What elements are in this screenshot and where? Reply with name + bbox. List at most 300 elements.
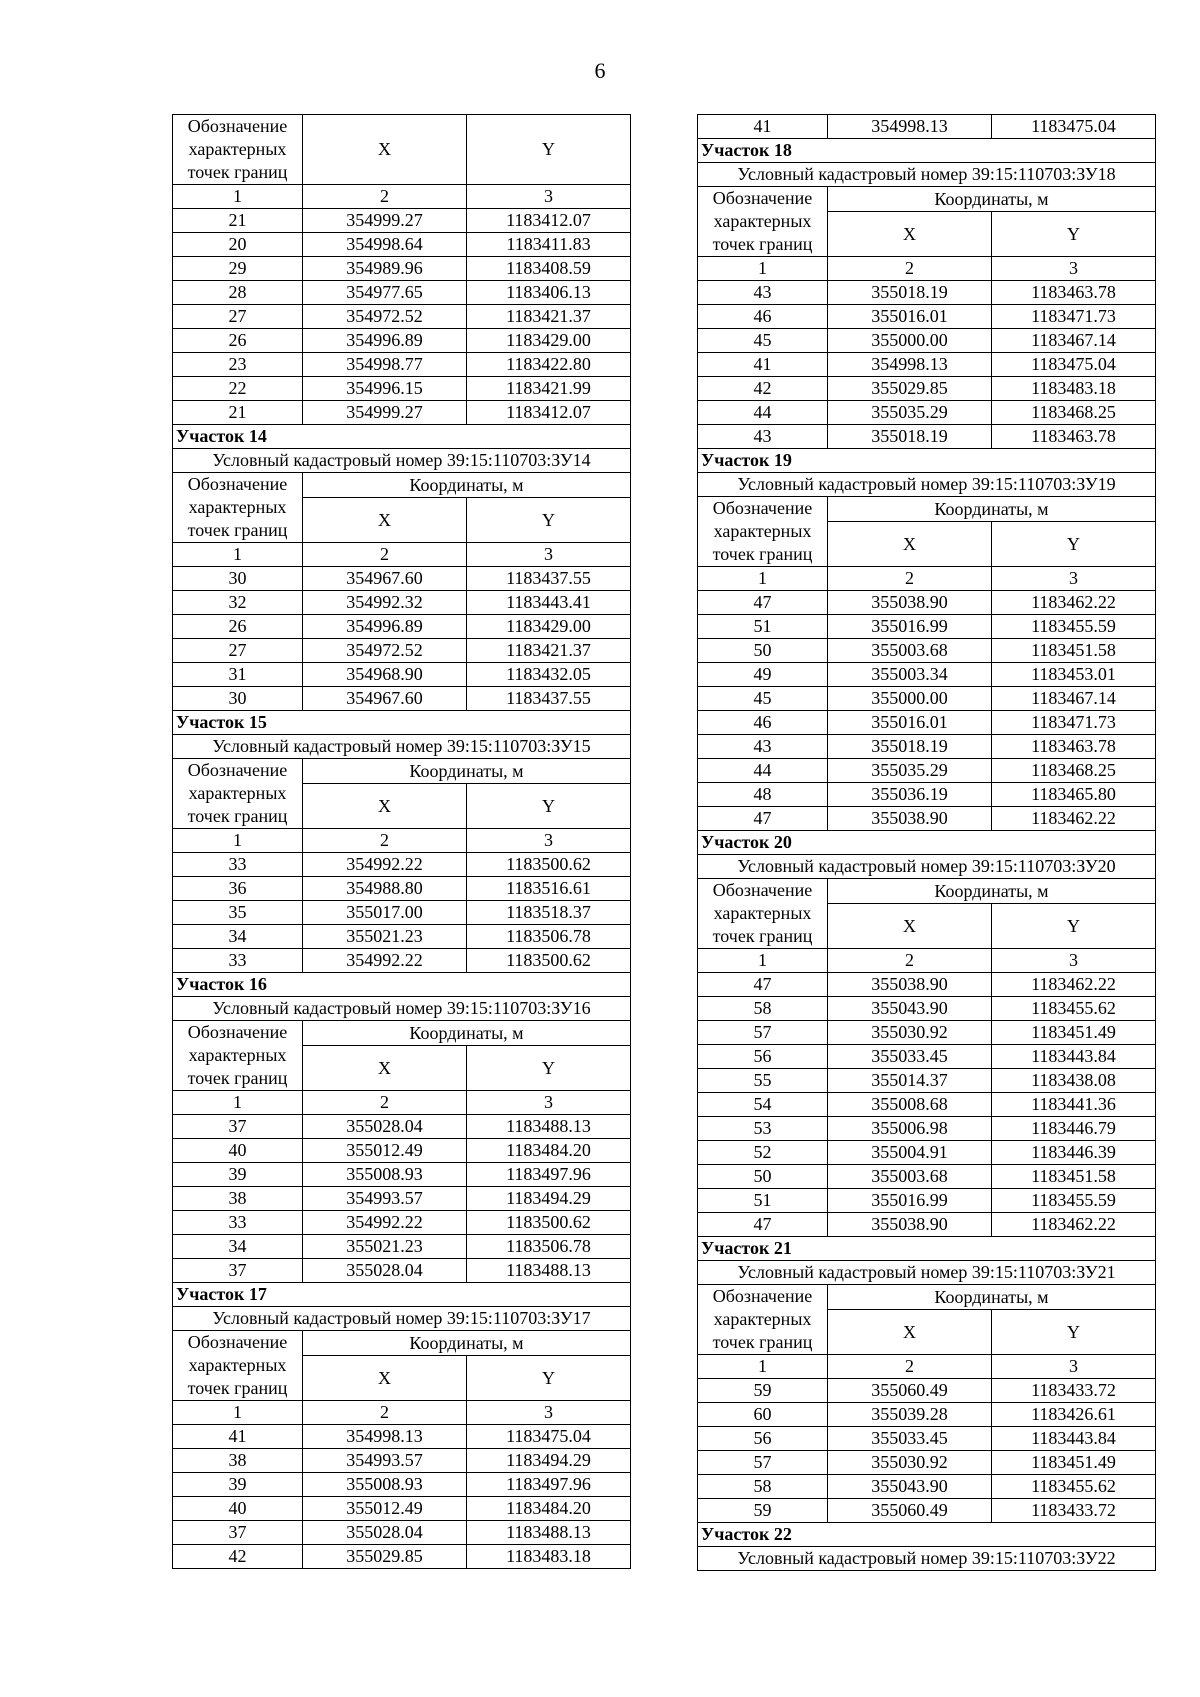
point-number-cell: 20 (173, 233, 303, 257)
point-number-cell: 57 (698, 1451, 828, 1475)
header-row (173, 1021, 631, 1046)
point-number-cell: 37 (173, 1115, 303, 1139)
y-coordinate-cell: 1183500.62 (467, 949, 631, 973)
point-number-cell: 52 (698, 1141, 828, 1165)
point-designation-header: Обозначение характерных точек границ (698, 879, 828, 949)
coordinates-header: Координаты, м (303, 759, 631, 784)
coordinates-header: Координаты, м (303, 1331, 631, 1356)
coordinates-header: Координаты, м (828, 879, 1156, 904)
table-row (173, 401, 631, 425)
x-coordinate-cell: 355004.91 (828, 1141, 992, 1165)
point-number-cell: 35 (173, 901, 303, 925)
section-title: Участок 17 (173, 1283, 631, 1307)
y-header: Y (992, 904, 1156, 949)
y-coordinate-cell: 1183451.58 (992, 1165, 1156, 1189)
table-row (698, 1403, 1156, 1427)
column-number-3: 3 (992, 949, 1156, 973)
point-designation-header: Обозначение характерных точек границ (173, 115, 303, 185)
table-row (173, 853, 631, 877)
y-coordinate-cell: 1183506.78 (467, 925, 631, 949)
cadastral-number: Условный кадастровый номер 39:15:110703:ЗУ16 (173, 997, 631, 1021)
header-row (698, 497, 1156, 522)
section-title: Участок 22 (698, 1523, 1156, 1547)
table-row (698, 1213, 1156, 1237)
y-coordinate-cell: 1183462.22 (992, 807, 1156, 831)
point-number-cell: 50 (698, 1165, 828, 1189)
table-row (698, 783, 1156, 807)
y-coordinate-cell: 1183463.78 (992, 281, 1156, 305)
section-title: Участок 16 (173, 973, 631, 997)
point-number-cell: 42 (698, 377, 828, 401)
column-number-1: 1 (173, 829, 303, 853)
x-coordinate-cell: 354992.22 (303, 1211, 467, 1235)
point-number-cell: 27 (173, 305, 303, 329)
cadastral-number: Условный кадастровый номер 39:15:110703:ЗУ17 (173, 1307, 631, 1331)
y-coordinate-cell: 1183483.18 (992, 377, 1156, 401)
point-designation-header: Обозначение характерных точек границ (173, 759, 303, 829)
table-row (173, 949, 631, 973)
table-row (698, 1045, 1156, 1069)
table-row (698, 1141, 1156, 1165)
table-row (173, 639, 631, 663)
point-number-cell: 60 (698, 1403, 828, 1427)
cadastral-number-row (173, 997, 631, 1021)
table-row (698, 1093, 1156, 1117)
point-number-cell: 33 (173, 853, 303, 877)
point-number-cell: 45 (698, 687, 828, 711)
y-coordinate-cell: 1183488.13 (467, 1521, 631, 1545)
table-row (173, 1139, 631, 1163)
table-row (698, 639, 1156, 663)
x-coordinate-cell: 354977.65 (303, 281, 467, 305)
y-coordinate-cell: 1183421.37 (467, 639, 631, 663)
table-row (173, 1163, 631, 1187)
table-row (698, 329, 1156, 353)
table-row (173, 925, 631, 949)
y-coordinate-cell: 1183433.72 (992, 1499, 1156, 1523)
x-coordinate-cell: 355017.00 (303, 901, 467, 925)
point-number-cell: 38 (173, 1449, 303, 1473)
point-number-cell: 34 (173, 1235, 303, 1259)
x-coordinate-cell: 354996.15 (303, 377, 467, 401)
table-row (698, 735, 1156, 759)
header-row (173, 759, 631, 784)
point-number-cell: 21 (173, 209, 303, 233)
point-number-cell: 56 (698, 1427, 828, 1451)
point-number-cell: 58 (698, 997, 828, 1021)
y-coordinate-cell: 1183437.55 (467, 567, 631, 591)
column-number-2: 2 (303, 185, 467, 209)
point-number-cell: 27 (173, 639, 303, 663)
y-coordinate-cell: 1183475.04 (992, 353, 1156, 377)
x-coordinate-cell: 355018.19 (828, 735, 992, 759)
table-row (173, 663, 631, 687)
x-coordinate-cell: 355008.93 (303, 1473, 467, 1497)
y-coordinate-cell: 1183451.49 (992, 1451, 1156, 1475)
x-coordinate-cell: 355008.93 (303, 1163, 467, 1187)
table-row (698, 687, 1156, 711)
y-header: Y (467, 784, 631, 829)
y-coordinate-cell: 1183500.62 (467, 853, 631, 877)
table-row (698, 377, 1156, 401)
point-number-cell: 28 (173, 281, 303, 305)
point-number-cell: 41 (698, 115, 828, 139)
x-coordinate-cell: 355028.04 (303, 1259, 467, 1283)
x-coordinate-cell: 355000.00 (828, 687, 992, 711)
x-coordinate-cell: 355029.85 (303, 1545, 467, 1569)
column-number-3: 3 (992, 1355, 1156, 1379)
table-row (173, 567, 631, 591)
table-row (698, 1475, 1156, 1499)
x-header: X (828, 522, 992, 567)
y-coordinate-cell: 1183421.99 (467, 377, 631, 401)
x-coordinate-cell: 354998.64 (303, 233, 467, 257)
y-coordinate-cell: 1183426.61 (992, 1403, 1156, 1427)
y-header: Y (992, 1310, 1156, 1355)
column-number-1: 1 (698, 567, 828, 591)
column-number-row (173, 185, 631, 209)
y-header: Y (467, 1046, 631, 1091)
y-coordinate-cell: 1183433.72 (992, 1379, 1156, 1403)
header-row (173, 1331, 631, 1356)
y-coordinate-cell: 1183465.80 (992, 783, 1156, 807)
point-designation-header: Обозначение характерных точек границ (698, 497, 828, 567)
y-coordinate-cell: 1183475.04 (992, 115, 1156, 139)
x-coordinate-cell: 355016.01 (828, 305, 992, 329)
table-row (173, 1211, 631, 1235)
y-coordinate-cell: 1183488.13 (467, 1259, 631, 1283)
x-coordinate-cell: 354972.52 (303, 639, 467, 663)
column-number-1: 1 (698, 1355, 828, 1379)
y-coordinate-cell: 1183408.59 (467, 257, 631, 281)
x-coordinate-cell: 354992.32 (303, 591, 467, 615)
point-number-cell: 34 (173, 925, 303, 949)
table-row (173, 1449, 631, 1473)
point-number-cell: 56 (698, 1045, 828, 1069)
cadastral-number: Условный кадастровый номер 39:15:110703:ЗУ20 (698, 855, 1156, 879)
point-number-cell: 54 (698, 1093, 828, 1117)
column-number-row (698, 257, 1156, 281)
section-title: Участок 19 (698, 449, 1156, 473)
table-row (173, 1545, 631, 1569)
x-coordinate-cell: 355008.68 (828, 1093, 992, 1117)
section-title: Участок 15 (173, 711, 631, 735)
y-header: Y (467, 1356, 631, 1401)
x-coordinate-cell: 355038.90 (828, 807, 992, 831)
x-header: X (303, 784, 467, 829)
section-title-row (698, 1523, 1156, 1547)
point-number-cell: 26 (173, 329, 303, 353)
cadastral-number-row (173, 1307, 631, 1331)
x-coordinate-cell: 355028.04 (303, 1521, 467, 1545)
y-coordinate-cell: 1183406.13 (467, 281, 631, 305)
y-coordinate-cell: 1183497.96 (467, 1163, 631, 1187)
y-coordinate-cell: 1183432.05 (467, 663, 631, 687)
x-coordinate-cell: 354996.89 (303, 329, 467, 353)
table-row (698, 591, 1156, 615)
x-coordinate-cell: 355000.00 (828, 329, 992, 353)
cadastral-number-row (698, 855, 1156, 879)
x-coordinate-cell: 354992.22 (303, 949, 467, 973)
x-coordinate-cell: 354998.77 (303, 353, 467, 377)
point-number-cell: 23 (173, 353, 303, 377)
table-row (173, 1425, 631, 1449)
table-row (698, 425, 1156, 449)
y-coordinate-cell: 1183500.62 (467, 1211, 631, 1235)
table-row (698, 353, 1156, 377)
x-coordinate-cell: 355016.99 (828, 615, 992, 639)
table-row (173, 591, 631, 615)
y-coordinate-cell: 1183462.22 (992, 973, 1156, 997)
y-coordinate-cell: 1183467.14 (992, 687, 1156, 711)
x-coordinate-cell: 354998.13 (303, 1425, 467, 1449)
table-row (173, 329, 631, 353)
table-row (173, 901, 631, 925)
header-row (698, 1285, 1156, 1310)
x-header: X (303, 115, 467, 185)
column-number-2: 2 (303, 1401, 467, 1425)
y-coordinate-cell: 1183494.29 (467, 1187, 631, 1211)
column-number-3: 3 (992, 257, 1156, 281)
y-coordinate-cell: 1183484.20 (467, 1497, 631, 1521)
point-number-cell: 39 (173, 1163, 303, 1187)
y-coordinate-cell: 1183463.78 (992, 735, 1156, 759)
x-coordinate-cell: 355021.23 (303, 925, 467, 949)
point-designation-header: Обозначение характерных точек границ (173, 473, 303, 543)
cadastral-number: Условный кадастровый номер 39:15:110703:ЗУ15 (173, 735, 631, 759)
column-number-1: 1 (698, 949, 828, 973)
section-title-row (698, 831, 1156, 855)
section-title-row (173, 425, 631, 449)
section-title-row (173, 973, 631, 997)
table-row (173, 1473, 631, 1497)
y-coordinate-cell: 1183422.80 (467, 353, 631, 377)
column-number-3: 3 (467, 829, 631, 853)
x-header: X (303, 1046, 467, 1091)
table-row (698, 1379, 1156, 1403)
point-number-cell: 59 (698, 1499, 828, 1523)
point-number-cell: 59 (698, 1379, 828, 1403)
section-title-row (173, 1283, 631, 1307)
y-coordinate-cell: 1183455.62 (992, 997, 1156, 1021)
x-coordinate-cell: 355036.19 (828, 783, 992, 807)
y-coordinate-cell: 1183453.01 (992, 663, 1156, 687)
y-coordinate-cell: 1183443.84 (992, 1427, 1156, 1451)
cadastral-number-row (698, 163, 1156, 187)
point-number-cell: 45 (698, 329, 828, 353)
table-row (173, 1187, 631, 1211)
x-coordinate-cell: 354968.90 (303, 663, 467, 687)
y-coordinate-cell: 1183462.22 (992, 591, 1156, 615)
coordinates-header: Координаты, м (828, 187, 1156, 212)
y-coordinate-cell: 1183488.13 (467, 1115, 631, 1139)
x-coordinate-cell: 354988.80 (303, 877, 467, 901)
x-coordinate-cell: 354992.22 (303, 853, 467, 877)
table-row (173, 377, 631, 401)
point-number-cell: 43 (698, 281, 828, 305)
table-row (173, 1235, 631, 1259)
table-row (698, 1499, 1156, 1523)
y-header: Y (992, 522, 1156, 567)
cadastral-number-row (698, 1547, 1156, 1571)
y-coordinate-cell: 1183455.59 (992, 1189, 1156, 1213)
y-header: Y (992, 212, 1156, 257)
x-header: X (828, 904, 992, 949)
y-coordinate-cell: 1183468.25 (992, 759, 1156, 783)
x-coordinate-cell: 355060.49 (828, 1499, 992, 1523)
point-number-cell: 51 (698, 1189, 828, 1213)
y-coordinate-cell: 1183483.18 (467, 1545, 631, 1569)
y-coordinate-cell: 1183468.25 (992, 401, 1156, 425)
column-number-2: 2 (828, 1355, 992, 1379)
table-row (173, 257, 631, 281)
x-coordinate-cell: 355060.49 (828, 1379, 992, 1403)
y-coordinate-cell: 1183463.78 (992, 425, 1156, 449)
point-number-cell: 32 (173, 591, 303, 615)
y-coordinate-cell: 1183471.73 (992, 711, 1156, 735)
point-number-cell: 55 (698, 1069, 828, 1093)
column-number-3: 3 (467, 185, 631, 209)
table-row (698, 973, 1156, 997)
table-row (698, 759, 1156, 783)
coordinates-table-right (697, 114, 1156, 1571)
y-coordinate-cell: 1183412.07 (467, 209, 631, 233)
y-coordinate-cell: 1183471.73 (992, 305, 1156, 329)
y-coordinate-cell: 1183443.41 (467, 591, 631, 615)
point-number-cell: 29 (173, 257, 303, 281)
y-coordinate-cell: 1183451.58 (992, 639, 1156, 663)
x-coordinate-cell: 355033.45 (828, 1427, 992, 1451)
x-coordinate-cell: 354996.89 (303, 615, 467, 639)
point-designation-header: Обозначение характерных точек границ (173, 1021, 303, 1091)
y-coordinate-cell: 1183429.00 (467, 615, 631, 639)
cadastral-number: Условный кадастровый номер 39:15:110703:ЗУ14 (173, 449, 631, 473)
x-coordinate-cell: 354993.57 (303, 1449, 467, 1473)
column-number-1: 1 (173, 185, 303, 209)
column-number-2: 2 (303, 829, 467, 853)
table-row (698, 1427, 1156, 1451)
x-header: X (303, 498, 467, 543)
y-coordinate-cell: 1183506.78 (467, 1235, 631, 1259)
x-coordinate-cell: 355038.90 (828, 973, 992, 997)
x-coordinate-cell: 355021.23 (303, 1235, 467, 1259)
x-coordinate-cell: 355035.29 (828, 759, 992, 783)
header-row (173, 115, 631, 185)
y-coordinate-cell: 1183484.20 (467, 1139, 631, 1163)
section-title-row (698, 1237, 1156, 1261)
y-coordinate-cell: 1183455.62 (992, 1475, 1156, 1499)
y-coordinate-cell: 1183462.22 (992, 1213, 1156, 1237)
table-row (698, 1451, 1156, 1475)
column-number-1: 1 (173, 1091, 303, 1115)
cadastral-number-row (173, 735, 631, 759)
x-coordinate-cell: 354998.13 (828, 115, 992, 139)
table-row (173, 687, 631, 711)
point-number-cell: 33 (173, 949, 303, 973)
section-title: Участок 20 (698, 831, 1156, 855)
x-coordinate-cell: 355014.37 (828, 1069, 992, 1093)
section-title-row (698, 139, 1156, 163)
cadastral-number: Условный кадастровый номер 39:15:110703:ЗУ21 (698, 1261, 1156, 1285)
y-coordinate-cell: 1183497.96 (467, 1473, 631, 1497)
column-number-1: 1 (698, 257, 828, 281)
column-number-3: 3 (467, 1401, 631, 1425)
y-coordinate-cell: 1183516.61 (467, 877, 631, 901)
column-number-2: 2 (828, 949, 992, 973)
column-number-1: 1 (173, 1401, 303, 1425)
table-row (698, 663, 1156, 687)
point-number-cell: 21 (173, 401, 303, 425)
y-coordinate-cell: 1183441.36 (992, 1093, 1156, 1117)
column-number-row (698, 567, 1156, 591)
x-coordinate-cell: 355043.90 (828, 1475, 992, 1499)
x-coordinate-cell: 355043.90 (828, 997, 992, 1021)
table-row (698, 615, 1156, 639)
point-number-cell: 30 (173, 567, 303, 591)
x-coordinate-cell: 354999.27 (303, 401, 467, 425)
table-row (698, 401, 1156, 425)
table-row (173, 209, 631, 233)
x-coordinate-cell: 355030.92 (828, 1021, 992, 1045)
cadastral-number: Условный кадастровый номер 39:15:110703:ЗУ19 (698, 473, 1156, 497)
page-number: 6 (594, 58, 606, 83)
x-coordinate-cell: 355003.68 (828, 639, 992, 663)
point-number-cell: 30 (173, 687, 303, 711)
table-row (698, 1069, 1156, 1093)
table-row (698, 1021, 1156, 1045)
y-coordinate-cell: 1183446.79 (992, 1117, 1156, 1141)
table-row (173, 1115, 631, 1139)
table-row (698, 281, 1156, 305)
column-number-1: 1 (173, 543, 303, 567)
column-number-3: 3 (467, 543, 631, 567)
cadastral-number-row (173, 449, 631, 473)
coordinates-header: Координаты, м (828, 1285, 1156, 1310)
table-row (173, 1497, 631, 1521)
column-number-row (173, 829, 631, 853)
x-coordinate-cell: 355003.68 (828, 1165, 992, 1189)
y-header: Y (467, 498, 631, 543)
column-number-row (698, 1355, 1156, 1379)
table-row (173, 281, 631, 305)
coordinates-table-left (172, 114, 631, 1569)
x-coordinate-cell: 355039.28 (828, 1403, 992, 1427)
table-row (173, 233, 631, 257)
column-number-row (173, 1091, 631, 1115)
table-row (698, 1117, 1156, 1141)
table-row (173, 1259, 631, 1283)
cadastral-number: Условный кадастровый номер 39:15:110703:ЗУ22 (698, 1547, 1156, 1571)
table-row (698, 807, 1156, 831)
point-number-cell: 41 (698, 353, 828, 377)
x-header: X (828, 1310, 992, 1355)
header-row (698, 187, 1156, 212)
y-coordinate-cell: 1183429.00 (467, 329, 631, 353)
x-coordinate-cell: 354999.27 (303, 209, 467, 233)
point-number-cell: 50 (698, 639, 828, 663)
y-coordinate-cell: 1183438.08 (992, 1069, 1156, 1093)
y-coordinate-cell: 1183411.83 (467, 233, 631, 257)
y-coordinate-cell: 1183437.55 (467, 687, 631, 711)
point-number-cell: 47 (698, 591, 828, 615)
x-coordinate-cell: 355012.49 (303, 1497, 467, 1521)
point-number-cell: 53 (698, 1117, 828, 1141)
point-number-cell: 47 (698, 973, 828, 997)
x-coordinate-cell: 355038.90 (828, 1213, 992, 1237)
point-number-cell: 47 (698, 807, 828, 831)
column-number-3: 3 (992, 567, 1156, 591)
point-number-cell: 51 (698, 615, 828, 639)
